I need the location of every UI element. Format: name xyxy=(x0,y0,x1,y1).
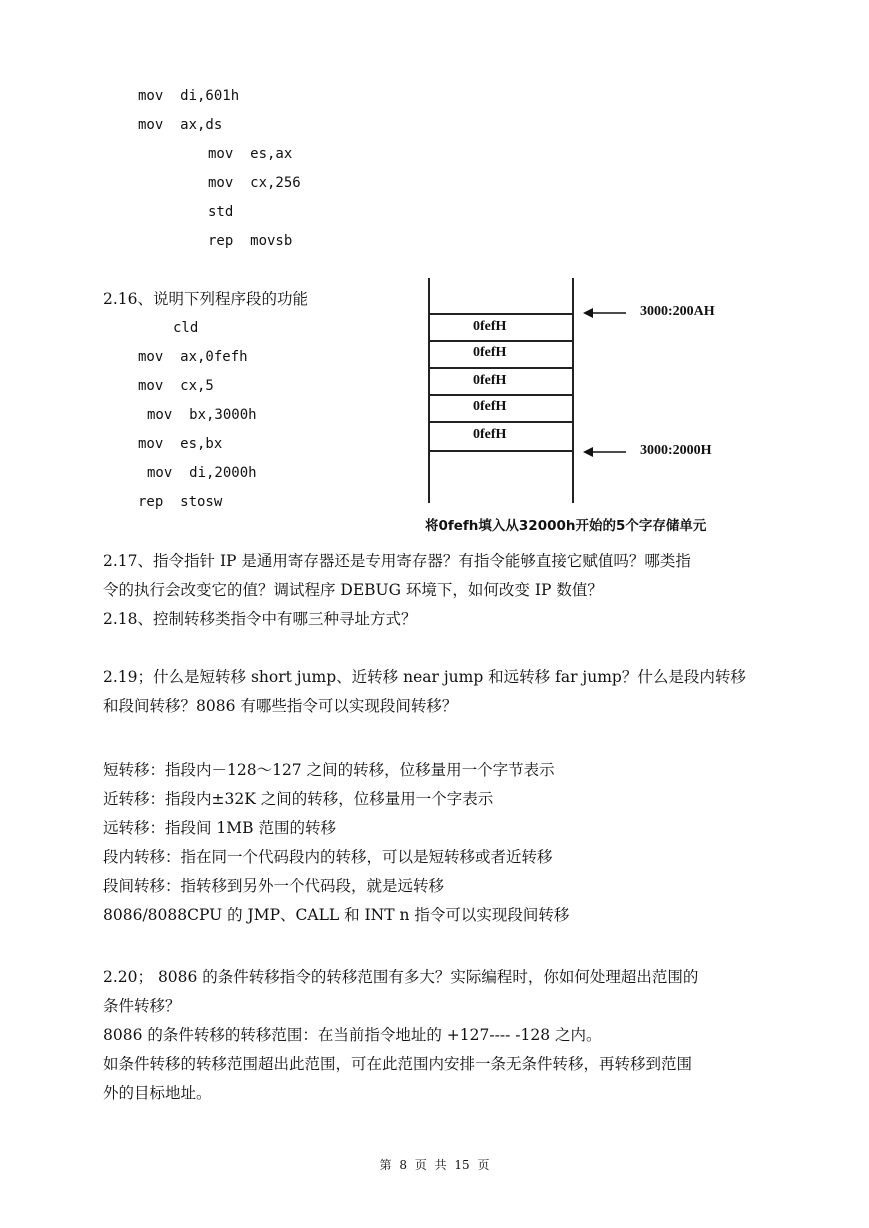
answer-2-19-line: 短转移：指段内－128～127 之间的转移，位移量用一个字节表示 xyxy=(103,761,555,779)
code-line: mov es,bx xyxy=(138,436,223,452)
code-line: cld xyxy=(173,320,199,336)
code-line: mov ax,0fefh xyxy=(138,349,248,365)
memory-cell-value: 0fefH xyxy=(473,345,507,360)
code-line: mov es,ax xyxy=(208,146,293,162)
answer-2-19-line: 段内转移：指在同一个代码段内的转移，可以是短转移或者近转移 xyxy=(103,848,553,866)
question-2-19-line: 2.19；什么是短转移 short jump、近转移 near jump 和远转移 far jump？什么是段内转移 xyxy=(103,668,746,686)
diagram-divider xyxy=(428,340,573,342)
code-line: mov cx,256 xyxy=(208,175,301,191)
question-2-17-line: 令的执行会改变它的值？调试程序 DEBUG 环境下，如何改变 IP 数值？ xyxy=(103,581,603,599)
answer-2-19-line: 远转移：指段间 1MB 范围的转移 xyxy=(103,819,336,837)
question-2-16-title: 2.16、说明下列程序段的功能 xyxy=(103,290,309,308)
answer-2-20-line: 如条件转移的转移范围超出此范围，可在此范围内安排一条无条件转移，再转移到范围 xyxy=(103,1055,693,1073)
memory-diagram xyxy=(425,278,755,538)
code-line: mov di,2000h xyxy=(147,465,257,481)
memory-cell-value: 0fefH xyxy=(473,373,507,388)
answer-2-19-line: 近转移：指段内±32K 之间的转移，位移量用一个字表示 xyxy=(103,790,494,808)
answer-2-20-line: 外的目标地址。 xyxy=(103,1084,212,1102)
code-line: mov ax,ds xyxy=(138,117,223,133)
code-line: mov cx,5 xyxy=(138,378,214,394)
question-2-18: 2.18、控制转移类指令中有哪三种寻址方式？ xyxy=(103,610,417,628)
arrow-left-icon xyxy=(583,306,628,320)
code-line: rep movsb xyxy=(208,233,293,249)
memory-cell-value: 0fefH xyxy=(473,399,507,414)
answer-2-19-line: 8086/8088CPU 的 JMP、CALL 和 INT n 指令可以实现段间转移 xyxy=(103,906,570,924)
question-2-19-line: 和段间转移？8086 有哪些指令可以实现段间转移？ xyxy=(103,697,458,715)
code-line: mov di,601h xyxy=(138,88,240,104)
arrow-left-icon xyxy=(583,445,628,459)
diagram-divider xyxy=(428,394,573,396)
diagram-divider xyxy=(428,421,573,423)
bottom-address-label: 3000:2000H xyxy=(640,443,712,458)
answer-2-20-line: 8086 的条件转移的转移范围：在当前指令地址的 +127---- -128 之内。 xyxy=(103,1026,602,1044)
diagram-divider xyxy=(428,313,573,315)
diagram-left-border xyxy=(428,278,430,503)
answer-2-19-line: 段间转移：指转移到另外一个代码段，就是远转移 xyxy=(103,877,445,895)
diagram-right-border xyxy=(572,278,574,503)
question-2-20-line: 条件转移？ xyxy=(103,997,181,1015)
memory-cell-value: 0fefH xyxy=(473,427,507,442)
page-footer: 第 8 页 共 15 页 xyxy=(379,1158,490,1172)
question-2-17-line: 2.17、指令指针 IP 是通用寄存器还是专用寄存器？有指令能够直接它赋值吗？哪类指 xyxy=(103,552,691,570)
code-line: mov bx,3000h xyxy=(147,407,257,423)
code-line: rep stosw xyxy=(138,494,223,510)
diagram-divider xyxy=(428,450,573,452)
top-address-label: 3000:200AH xyxy=(640,304,715,319)
code-line: std xyxy=(208,204,234,220)
diagram-divider xyxy=(428,367,573,369)
diagram-caption: 将0fefh填入从32000h开始的5个字存储单元 xyxy=(425,518,707,534)
memory-cell-value: 0fefH xyxy=(473,319,507,334)
question-2-20-line: 2.20； 8086 的条件转移指令的转移范围有多大？实际编程时，你如何处理超出范围的 xyxy=(103,968,699,986)
